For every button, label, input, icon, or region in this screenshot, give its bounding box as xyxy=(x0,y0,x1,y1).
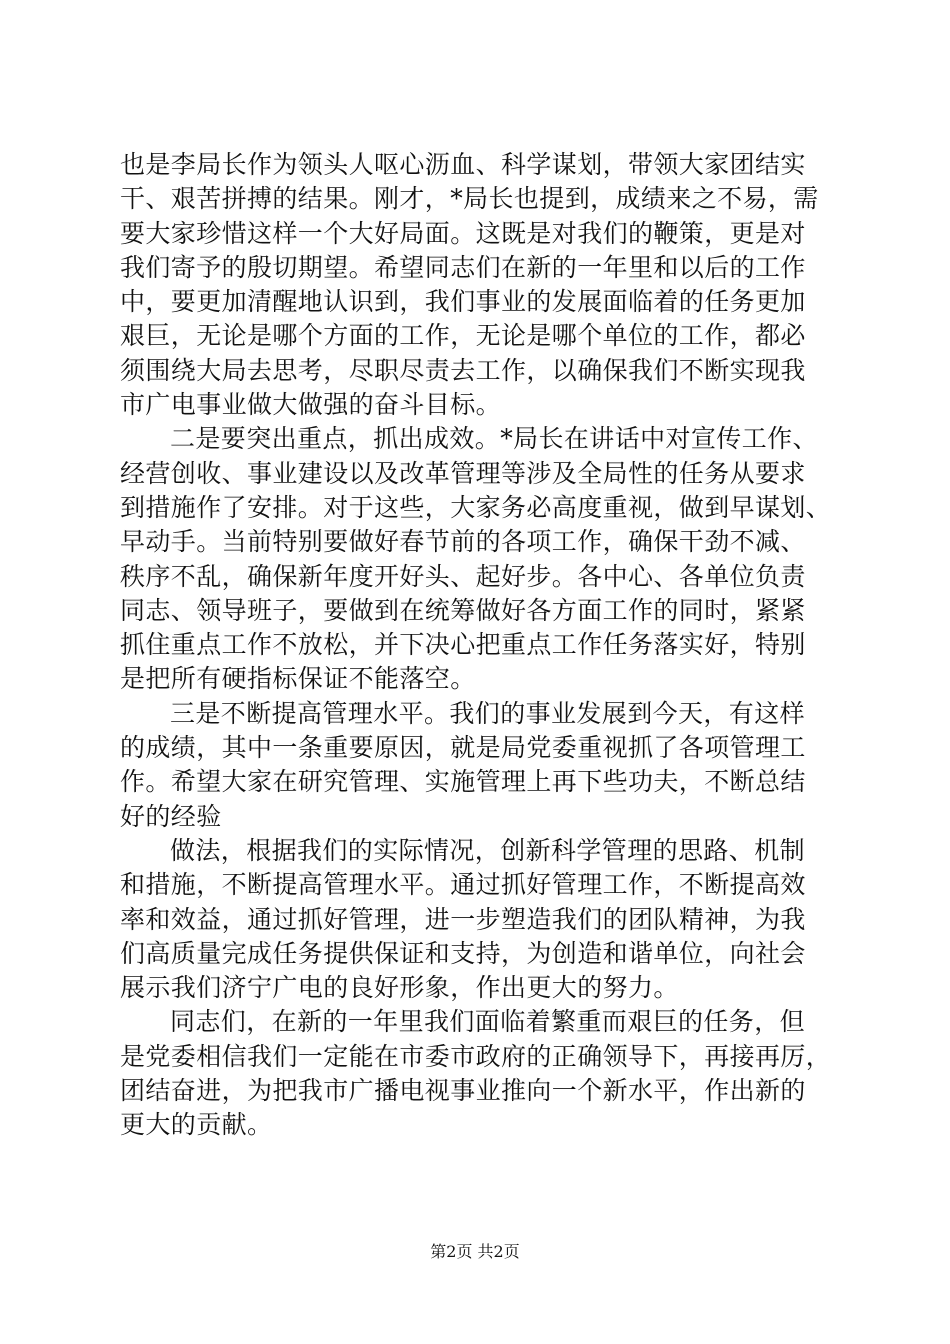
text-line: 干、艰苦拼搏的结果。刚才，*局长也提到，成绩来之不易，需 xyxy=(120,184,819,214)
text-line: 艰巨，无论是哪个方面的工作，无论是哪个单位的工作，都必 xyxy=(120,321,806,351)
text-line: 到措施作了安排。对于这些，大家务必高度重视，做到早谋划、 xyxy=(120,492,832,522)
text-line: 展示我们济宁广电的良好形象，作出更大的努力。 xyxy=(120,973,679,1003)
text-line: 做法，根据我们的实际情况，创新科学管理的思路、机制 xyxy=(170,835,806,865)
text-line: 秩序不乱，确保新年度开好头、起好步。各中心、各单位负责 xyxy=(120,561,806,591)
text-line: 是把所有硬指标保证不能落空。 xyxy=(120,664,476,694)
text-line: 们高质量完成任务提供保证和支持，为创造和谐单位，向社会 xyxy=(120,938,806,968)
text-line: 二是要突出重点，抓出成效。*局长在讲话中对宣传工作、 xyxy=(170,424,818,454)
text-line: 要大家珍惜这样一个大好局面。这既是对我们的鞭策，更是对 xyxy=(120,218,806,248)
document-body xyxy=(120,148,832,1143)
text-line: 团结奋进，为把我市广播电视事业推向一个新水平，作出新的 xyxy=(120,1076,806,1106)
text-line: 同志、领导班子，要做到在统筹做好各方面工作的同时，紧紧 xyxy=(120,595,806,625)
text-line: 和措施，不断提高管理水平。通过抓好管理工作，不断提高效 xyxy=(120,870,806,900)
text-line: 经营创收、事业建设以及改革管理等涉及全局性的任务从要求 xyxy=(120,458,806,488)
text-line: 早动手。当前特别要做好春节前的各项工作，确保干劲不减、 xyxy=(120,527,806,557)
text-line: 的成绩，其中一条重要原因，就是局党委重视抓了各项管理工 xyxy=(120,733,806,763)
text-line: 是党委相信我们一定能在市委市政府的正确领导下，再接再厉， xyxy=(120,1041,832,1071)
text-line: 我们寄予的殷切期望。希望同志们在新的一年里和以后的工作 xyxy=(120,252,806,282)
text-line: 好的经验 xyxy=(120,801,222,831)
text-line: 也是李局长作为领头人呕心沥血、科学谋划，带领大家团结实 xyxy=(120,150,806,179)
text-line: 三是不断提高管理水平。我们的事业发展到今天，有这样 xyxy=(170,698,806,728)
text-line: 市广电事业做大做强的奋斗目标。 xyxy=(120,390,502,420)
text-line: 抓住重点工作不放松，并下决心把重点工作任务落实好，特别 xyxy=(120,630,806,660)
text-line: 同志们，在新的一年里我们面临着繁重而艰巨的任务，但 xyxy=(170,1007,806,1037)
text-line: 率和效益，通过抓好管理，进一步塑造我们的团队精神，为我 xyxy=(120,904,806,934)
text-line: 作。希望大家在研究管理、实施管理上再下些功夫，不断总结 xyxy=(120,767,806,797)
text-line: 须围绕大局去思考，尽职尽责去工作，以确保我们不断实现我 xyxy=(120,355,806,385)
page-footer: 第2页 共2页 xyxy=(430,1242,520,1261)
text-line: 中，要更加清醒地认识到，我们事业的发展面临着的任务更加 xyxy=(120,287,806,317)
text-line: 更大的贡献。 xyxy=(120,1110,273,1140)
